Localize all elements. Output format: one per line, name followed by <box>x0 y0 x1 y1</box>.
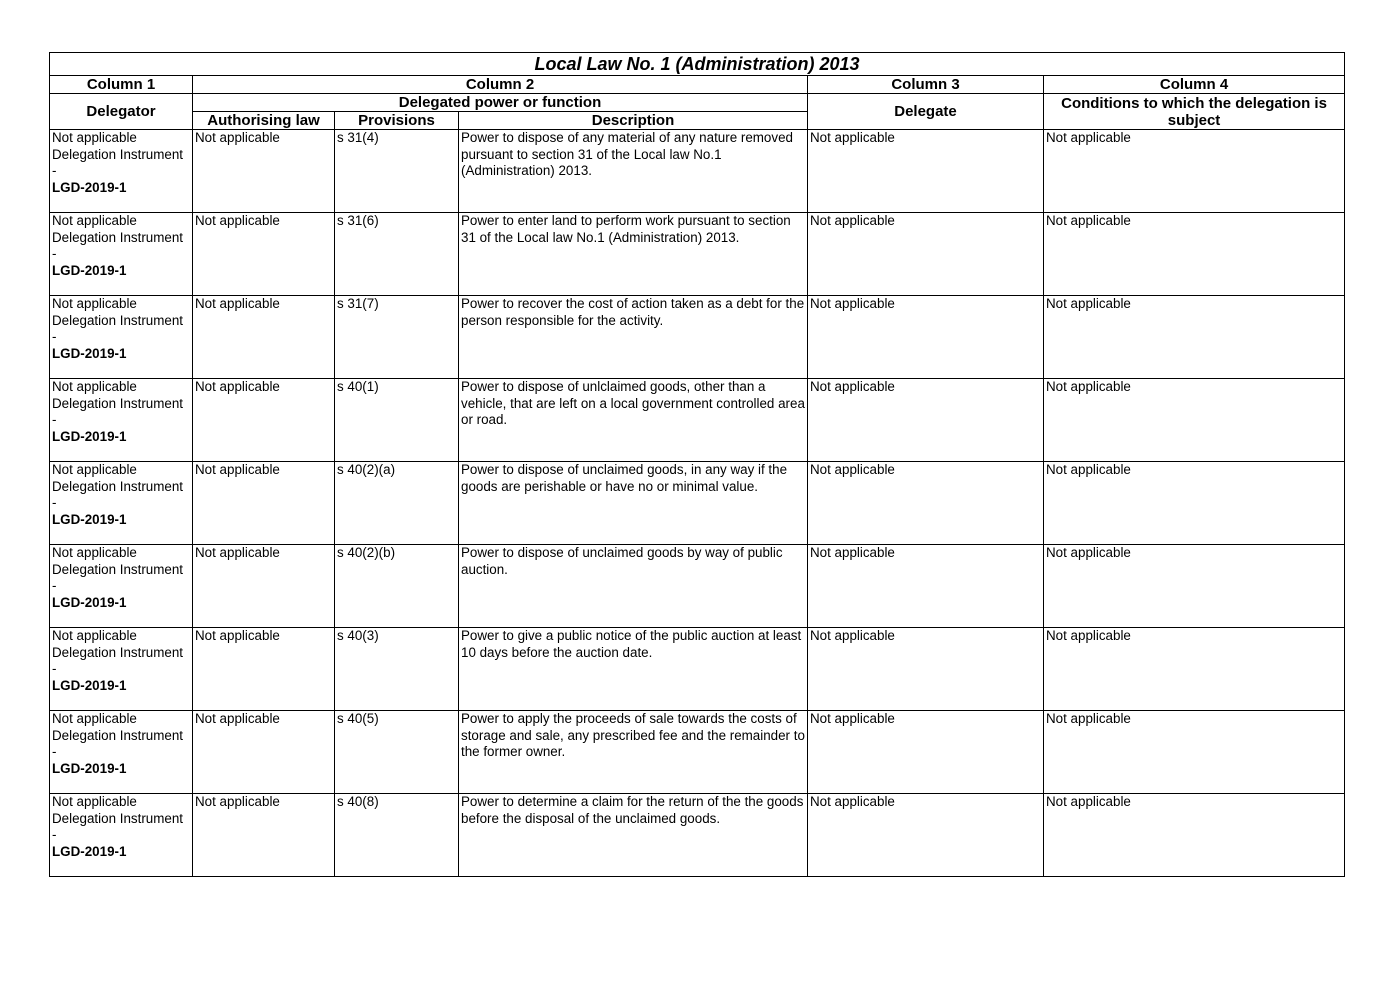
conditions-cell: Not applicable <box>1044 711 1345 794</box>
authorising-law-cell: Not applicable <box>193 545 335 628</box>
delegated-power-header: Delegated power or function <box>193 94 808 112</box>
description-cell: Power to give a public notice of the public auction at least 10 days before the auction date. <box>459 628 808 711</box>
delegate-cell: Not applicable <box>808 213 1044 296</box>
delegate-cell: Not applicable <box>808 130 1044 213</box>
instrument-prefix: Delegation Instrument - <box>52 146 184 178</box>
delegate-cell: Not applicable <box>808 545 1044 628</box>
delegator-text: Not applicable <box>52 794 137 809</box>
instrument-prefix: Delegation Instrument - <box>52 810 184 842</box>
instrument-prefix: Delegation Instrument - <box>52 561 184 593</box>
instrument-prefix: Delegation Instrument - <box>52 644 184 676</box>
conditions-cell: Not applicable <box>1044 462 1345 545</box>
instrument-id: LGD-2019-1 <box>52 428 127 444</box>
column-1-label: Column 1 <box>50 76 193 94</box>
conditions-cell: Not applicable <box>1044 628 1345 711</box>
description-header: Description <box>459 112 808 130</box>
description-cell: Power to dispose of any material of any nature removed pursuant to section 31 of the Local law No.1 (Administration) 2013. <box>459 130 808 213</box>
delegation-table <box>49 52 1345 877</box>
authorising-law-cell: Not applicable <box>193 379 335 462</box>
authorising-law-cell: Not applicable <box>193 213 335 296</box>
provision-cell: s 31(4) <box>335 130 459 213</box>
delegator-text: Not applicable <box>52 213 137 228</box>
delegator-text: Not applicable <box>52 462 137 477</box>
delegate-cell: Not applicable <box>808 628 1044 711</box>
delegate-cell: Not applicable <box>808 462 1044 545</box>
delegate-header: Delegate <box>808 94 1044 130</box>
conditions-cell: Not applicable <box>1044 296 1345 379</box>
description-cell: Power to recover the cost of action taken as a debt for the person responsible for the activity. <box>459 296 808 379</box>
authorising-law-cell: Not applicable <box>193 794 335 877</box>
description-cell: Power to apply the proceeds of sale towards the costs of storage and sale, any prescribed fee and the remainder to the former owner. <box>459 711 808 794</box>
provision-cell: s 31(7) <box>335 296 459 379</box>
description-cell: Power to dispose of unclaimed goods by way of public auction. <box>459 545 808 628</box>
instrument-id: LGD-2019-1 <box>52 511 127 527</box>
delegator-cell <box>50 130 193 213</box>
authorising-law-cell: Not applicable <box>193 130 335 213</box>
conditions-header: Conditions to which the delegation is subject <box>1044 94 1345 130</box>
provision-cell: s 40(2)(a) <box>335 462 459 545</box>
description-cell: Power to determine a claim for the return of the the goods before the disposal of the unclaimed goods. <box>459 794 808 877</box>
table-row <box>50 628 1345 711</box>
description-cell: Power to dispose of unclaimed goods, in any way if the goods are perishable or have no or minimal value. <box>459 462 808 545</box>
instrument-id: LGD-2019-1 <box>52 179 127 195</box>
instrument-id: LGD-2019-1 <box>52 594 127 610</box>
provision-cell: s 40(8) <box>335 794 459 877</box>
delegator-cell <box>50 462 193 545</box>
delegator-cell <box>50 711 193 794</box>
table-title: Local Law No. 1 (Administration) 2013 <box>50 53 1345 76</box>
provision-cell: s 40(3) <box>335 628 459 711</box>
delegator-text: Not applicable <box>52 296 137 311</box>
authorising-law-cell: Not applicable <box>193 628 335 711</box>
column-3-label: Column 3 <box>808 76 1044 94</box>
conditions-cell: Not applicable <box>1044 379 1345 462</box>
delegator-cell <box>50 794 193 877</box>
delegate-cell: Not applicable <box>808 296 1044 379</box>
description-cell: Power to enter land to perform work pursuant to section 31 of the Local law No.1 (Administration) 2013. <box>459 213 808 296</box>
delegate-cell: Not applicable <box>808 711 1044 794</box>
authorising-law-cell: Not applicable <box>193 462 335 545</box>
delegator-cell <box>50 296 193 379</box>
instrument-prefix: Delegation Instrument - <box>52 229 184 261</box>
table-row <box>50 296 1345 379</box>
delegator-text: Not applicable <box>52 628 137 643</box>
authorising-law-cell: Not applicable <box>193 711 335 794</box>
provision-cell: s 40(5) <box>335 711 459 794</box>
table-row <box>50 711 1345 794</box>
authorising-law-header: Authorising law <box>193 112 335 130</box>
instrument-id: LGD-2019-1 <box>52 345 127 361</box>
table-row <box>50 130 1345 213</box>
conditions-cell: Not applicable <box>1044 545 1345 628</box>
table-row <box>50 213 1345 296</box>
table-body <box>50 130 1345 877</box>
table-row <box>50 462 1345 545</box>
conditions-cell: Not applicable <box>1044 130 1345 213</box>
delegator-text: Not applicable <box>52 130 137 145</box>
conditions-cell: Not applicable <box>1044 794 1345 877</box>
delegator-text: Not applicable <box>52 711 137 726</box>
delegator-cell <box>50 545 193 628</box>
provision-cell: s 40(1) <box>335 379 459 462</box>
table-row <box>50 545 1345 628</box>
table-row <box>50 379 1345 462</box>
instrument-id: LGD-2019-1 <box>52 262 127 278</box>
delegator-header: Delegator <box>50 94 193 130</box>
delegator-cell <box>50 628 193 711</box>
instrument-prefix: Delegation Instrument - <box>52 478 184 510</box>
instrument-prefix: Delegation Instrument - <box>52 312 184 344</box>
delegator-text: Not applicable <box>52 379 137 394</box>
provisions-header: Provisions <box>335 112 459 130</box>
instrument-prefix: Delegation Instrument - <box>52 395 184 427</box>
instrument-id: LGD-2019-1 <box>52 760 127 776</box>
delegator-cell <box>50 213 193 296</box>
delegator-cell <box>50 379 193 462</box>
provision-cell: s 31(6) <box>335 213 459 296</box>
authorising-law-cell: Not applicable <box>193 296 335 379</box>
delegator-text: Not applicable <box>52 545 137 560</box>
delegate-cell: Not applicable <box>808 379 1044 462</box>
column-4-label: Column 4 <box>1044 76 1345 94</box>
instrument-prefix: Delegation Instrument - <box>52 727 184 759</box>
table-row <box>50 794 1345 877</box>
instrument-id: LGD-2019-1 <box>52 677 127 693</box>
column-2-label: Column 2 <box>193 76 808 94</box>
conditions-cell: Not applicable <box>1044 213 1345 296</box>
description-cell: Power to dispose of unlclaimed goods, other than a vehicle, that are left on a local government controlled area or road. <box>459 379 808 462</box>
provision-cell: s 40(2)(b) <box>335 545 459 628</box>
instrument-id: LGD-2019-1 <box>52 843 127 859</box>
delegate-cell: Not applicable <box>808 794 1044 877</box>
